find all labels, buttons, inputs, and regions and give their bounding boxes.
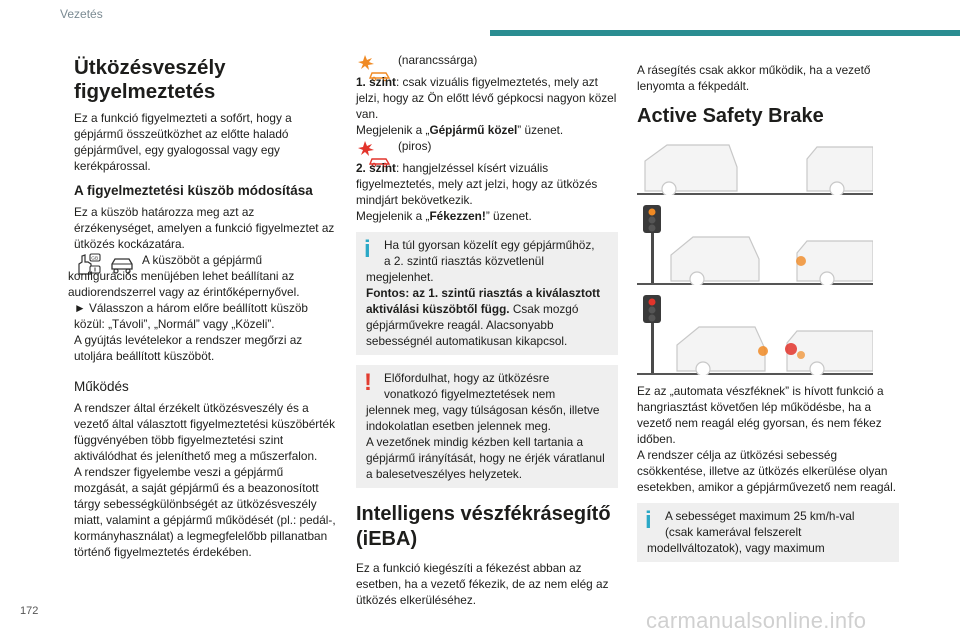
asb-title: Active Safety Brake bbox=[637, 105, 824, 127]
threshold-text: Ez a küszöb határozza meg azt az érzékenységet, amelyen a funkció figyelmeztet az ütközés kockázatára. bbox=[74, 205, 335, 251]
threshold-heading: A figyelmeztetési küszöb módosítása bbox=[74, 183, 313, 198]
level1-text: 1. szint: csak vizuális figyelmeztetés, mely azt jelzi, hogy az Ön előtt lévő gépkocsi nagyon közel van. bbox=[356, 75, 617, 121]
level2-message: Megjelenik a „Fékezzen!” üzenet. bbox=[356, 209, 532, 223]
brake-assist-intro: A rásegítés csak akkor működik, ha a vezető lenyomta a fékpedált. bbox=[637, 63, 871, 93]
asb-figure-2 bbox=[637, 203, 873, 285]
warning-note: ! Előfordulhat, hogy az ütközésre vonatkozó figyelmeztetések nem jelennek meg, vagy túlságosan későn, illetve indokolatlan esetben jelennek meg. A vezetőnek mindig kézben kell tartania a gépjármű irányítását, hogy ne érjék váratlanul a balesetveszélyes helyzetek. bbox=[356, 365, 618, 488]
car-illustration bbox=[637, 137, 873, 195]
column-2 bbox=[356, 52, 618, 608]
info-icon: i bbox=[645, 507, 652, 534]
operation-p1: A rendszer által érzékelt ütközésveszély és a vezető által választott figyelmeztetési küszöbérték függvényében több figyelmeztetési szint aktiválódhat és jeleníthető meg a műszerfalon. bbox=[74, 401, 335, 463]
column-1 bbox=[68, 52, 336, 560]
icon-line2: konfigurációs menüjében lehet beállítani az audiorendszerrel vagy az érintőképernyővel. bbox=[68, 269, 300, 299]
settings-icons-row bbox=[68, 252, 336, 300]
asb-p1: Ez az „automata vészféknek” is hívott funkció a hangriasztást követően lép működésbe, ha a vezető nem reagál elég gyorsan, és nem fékez időben. bbox=[637, 384, 884, 446]
ieba-text: Ez a funkció kiegészíti a fékezést abban az esetben, ha a vezető fékezik, de az nem elég az ütközés elkerüléséhez. bbox=[356, 561, 609, 607]
collision-warning-title: Ütközésveszély figyelmeztetés bbox=[74, 56, 226, 103]
icon-line1: A küszöböt a gépjármű bbox=[142, 253, 263, 267]
page-number: 172 bbox=[20, 605, 39, 617]
info-icon: i bbox=[364, 236, 371, 263]
operation-heading: Működés bbox=[74, 379, 129, 394]
select-threshold-step: ► Válasszon a három előre beállított küszöb közül: „Távoli”, „Normál” vagy „Közeli”. bbox=[74, 301, 308, 331]
ieba-title: Intelligens vészfékrásegítő (iEBA) bbox=[356, 503, 611, 550]
level2-color: (piros) bbox=[398, 139, 432, 153]
level1-message: Megjelenik a „Gépjármű közel” üzenet. bbox=[356, 123, 564, 137]
traffic-light-icon bbox=[643, 295, 661, 373]
asb-p2: A rendszer célja az ütközési sebesség csökkentése, illetve az ütközés elkerülése olyan esetekben, amikor a gépjárművezető nem reagál. bbox=[637, 448, 897, 494]
header-accent-bar bbox=[490, 30, 960, 36]
car-illustration bbox=[637, 293, 873, 375]
ignition-note: A gyújtás levételekor a rendszer megőrzi az utoljára beállított küszöböt. bbox=[74, 333, 303, 363]
info-note: i Ha túl gyorsan közelít egy gépjárműhöz, a 2. szintű riasztás közvetlenül megjelenhet. Fontos: az 1. szintű riasztás a kiválasztott aktiválási küszöbtől függ. Csak mozgó gépjárművekre reagál. Alacsonyabb sebességnél automatikusan kikapcsol. bbox=[356, 232, 618, 355]
svg-text:GB: GB bbox=[91, 256, 99, 262]
operation-p2: A rendszer figyelembe veszi a gépjármű mozgását, a saját gépjármű és a beazonosított tárgy sebességkülönbségét az ütközésveszély miatt, valamint a gépjármű működését (pl.: pedál-, kormányhasználat) a legmegfelelőbb pillanatban történő figyelmeztetés érdekében. bbox=[74, 465, 336, 559]
traffic-light-icon bbox=[643, 205, 661, 283]
column-3 bbox=[637, 52, 899, 562]
level2-text: 2. szint: hangjelzéssel kísért vizuális figyelmeztetés, mely azt jelzi, hogy az ütközés mindjárt bekövetkezik. bbox=[356, 161, 598, 207]
watermark: carmanualsonline.info bbox=[646, 608, 867, 633]
section-header: Vezetés bbox=[60, 7, 103, 21]
speed-info-note: i A sebességet maximum 25 km/h-val (csak kamerával felszerelt modellváltozatok), vagy maximum bbox=[637, 503, 899, 562]
warning-icon: ! bbox=[364, 369, 372, 396]
collision-warning-intro: Ez a funkció figyelmezteti a sofőrt, hogy a gépjármű összeütközhet az előtte haladó gépjárművel, egy gyalogossal vagy egy kerékpárossal. bbox=[74, 111, 292, 173]
asb-figure-3 bbox=[637, 293, 873, 375]
level1-color: (narancssárga) bbox=[398, 53, 478, 67]
asb-figure-1 bbox=[637, 137, 873, 195]
car-illustration bbox=[637, 203, 873, 285]
